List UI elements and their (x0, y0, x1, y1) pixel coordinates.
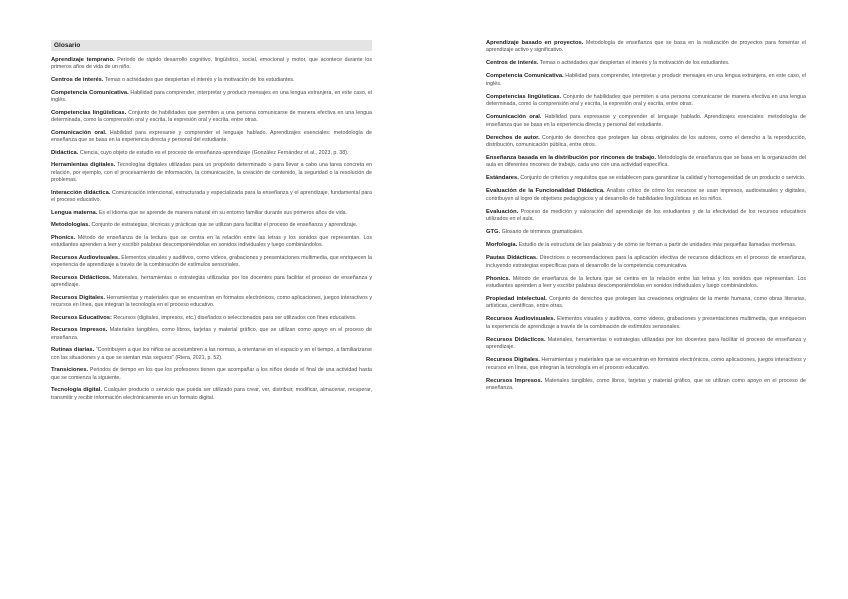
glossary-definition: Conjunto de habilidades que permiten a una persona comunicarse de manera efectiva en una lengua determinada, como la comprensión oral y escrita, la expresión oral y escrita, entre otras. (486, 93, 806, 108)
glossary-term: Recursos Didácticos. (486, 336, 546, 343)
glossary-entry (486, 155, 806, 170)
glossary-definition: Materiales tangibles, como libros, tarjetas y material gráfico, que se utilizan como apoyo en el proceso de enseñanza. (51, 327, 372, 341)
glossary-term: Derechos de autor. (486, 134, 540, 141)
glossary-entry (51, 110, 372, 125)
glossary-entry (51, 367, 372, 382)
glossary-definition: Glosario de términos gramaticales. (500, 229, 584, 236)
glossary-term: Competencias lingüísticas. (486, 93, 562, 100)
glossary-term: Didáctica. (51, 149, 79, 156)
glossary-entry (51, 295, 372, 310)
glossary-term: Recursos Audiovisuales. (51, 254, 120, 261)
glossary-term: Phonics. (486, 275, 511, 282)
glossary-term: Transiciones. (51, 367, 89, 374)
glossary-term: Competencias lingüísticas. (51, 109, 127, 116)
glossary-definition: Metodología de enseñanza que se basa en la organización del aula en diferentes rincones de trabajo, cada uno con una actividad específica. (486, 155, 806, 169)
glossary-term: Tecnología digital. (51, 387, 102, 394)
glossary-definition: Directrices o recomendaciones para la aplicación efectiva de recursos didácticos en el proceso de enseñanza, incluyendo estrategias específicas para el desarrollo de la competencia comunicativa. (486, 255, 806, 269)
glossary-entry (51, 255, 372, 270)
glossary-definition: Conjunto de estrategias, técnicas y prácticas que se utilizan para facilitar el proceso de enseñanza y aprendizaje. (89, 222, 358, 229)
glossary-entry (486, 40, 806, 55)
glossary-entry (486, 114, 806, 129)
glossary-entry (486, 209, 806, 224)
glossary-entry (51, 327, 372, 342)
glossary-entry (51, 77, 372, 84)
glossary-entry (51, 275, 372, 290)
glossary-right-list (486, 40, 806, 393)
glossary-definition: Proceso de medición y valoración del aprendizaje de los estudiantes y de la efectividad de los recursos educativos utilizados en el aula. (486, 208, 806, 223)
glossary-entry (486, 255, 806, 270)
glossary-definition: Estudio de la estructura de las palabras y de cómo se forman a partir de unidades más pequeñas llamadas morfemas. (517, 242, 797, 249)
glossary-definition: Conjunto de criterios y requisitos que se establecen para garantizar la calidad y homogeneidad de un producto o servicio. (518, 175, 806, 182)
glossary-definition: Método de enseñanza de la lectura que se centra en la relación entre las letras y los sonidos que representan. Los estudiantes aprenden a leer y escribir palabras descomponiéndolas en sonidos individuales y luego combinándolos. (51, 234, 372, 249)
glossary-term: Pautas Didácticas. (486, 255, 538, 262)
glossary-entry (486, 60, 806, 67)
glossary-term: Herramientas digitales. (51, 162, 116, 169)
glossary-term: Aprendizaje temprano. (51, 57, 115, 63)
glossary-right-column (486, 40, 806, 398)
glossary-term: Morfología. (486, 242, 518, 249)
glossary-entry (51, 130, 372, 145)
glossary-entry (51, 162, 372, 184)
glossary-term: Phonics. (51, 234, 76, 241)
glossary-entry (486, 94, 806, 109)
glossary-entry (51, 387, 372, 402)
glossary-definition: Temas o actividades que despiertan el interés y la motivación de los estudiantes. (538, 60, 730, 67)
glossary-definition: "Contribuyen a que los niños se acostumbren a las normas, a orientarse en el espacio y en el tiempo, a familiarizarse con las situaciones y a que se sientan más seguros" (Riera, 2021, p. 52). (51, 347, 372, 361)
glossary-definition: Materiales, herramientas o estrategias utilizadas por los docentes para facilitar el proceso de enseñanza y aprendizaje. (51, 274, 372, 289)
glossary-term: Propiedad intelectual. (486, 296, 547, 303)
glossary-term: Enseñanza basada en la distribución por rincones de trabajo. (486, 155, 657, 162)
glossary-term: Recursos Digitales. (486, 357, 540, 364)
glossary-entry (486, 337, 806, 352)
glossary-term: Aprendizaje basado en proyectos. (486, 40, 584, 46)
glossary-definition: Análisis crítico de cómo los recursos se usan impresos, audiovisuales y digitales, contribuyen al logro de objetivos pedagógicos y al desarrollo de habilidades lingüísticas en los niños. (486, 188, 806, 202)
glossary-definition: Elementos visuales y auditivos, como videos, grabaciones y presentaciones multimedia, que enriquecen la experiencia de aprendizaje a través de la combinación de estímulos sensoriales. (486, 316, 806, 330)
glossary-entry (486, 175, 806, 182)
glossary-definition: Herramientas y materiales que se encuentran en formatos electrónicos, como aplicaciones, juegos interactivos y recursos en línea, que integran la tecnología en el proceso educativo. (486, 357, 806, 371)
glossary-definition: Elementos visuales y auditivos, como videos, grabaciones y presentaciones multimedia, que enriquecen la experiencia de aprendizaje a través de la combinación de estímulos sensoriales. (51, 254, 372, 269)
glossary-entry (486, 316, 806, 331)
glossary-definition: Herramientas y materiales que se encuentran en formatos electrónicos, como aplicaciones, juegos interactivos y recursos en línea, que integran la tecnología en el proceso educativo. (51, 294, 372, 309)
glossary-entry (486, 296, 806, 311)
glossary-definition: Método de enseñanza de la lectura que se centra en la relación entre las letras y los sonidos que representan. Los estudiantes aprenden a leer y escribir palabras descomponiéndolas en sonidos individuales y luego combinándolos. (486, 275, 806, 290)
glossary-term: Recursos Impresos. (51, 327, 108, 334)
glossary-left-column (51, 40, 372, 407)
glossary-entry (486, 357, 806, 372)
glossary-definition: Habilidad para expresarse y comprender el lenguaje hablado. Aprendizajes esenciales: metodología de enseñanza que se basa en la experiencia directa y personal del estudiante. (486, 114, 806, 128)
glossary-entry (486, 276, 806, 291)
glossary-term: Competencia Comunicativa. (51, 89, 129, 96)
glossary-entry (486, 73, 806, 88)
glossary-entry (486, 229, 806, 236)
glossary-definition: Recursos (digitales, impresos, etc.) diseñados o seleccionados para ser utilizados con fines educativos. (111, 314, 357, 321)
glossary-term: Rutinas diarias. (51, 347, 95, 354)
glossary-entry (51, 90, 372, 105)
glossary-entry (51, 210, 372, 217)
glossary-definition: Periodo de rápido desarrollo cognitivo, lingüístico, social, emocional y motor, que acontece durante los primeros años de vida de un niño. (51, 57, 372, 71)
glossary-term: Competencia Comunicativa. (486, 73, 564, 80)
glossary-term: Estándares. (486, 175, 519, 182)
glossary-definition: Habilidad para comprender, interpretar y producir mensajes en una lengua extranjera, en este caso, el inglés. (486, 73, 806, 87)
glossary-term: Evaluación de la Funcionalidad Didáctica. (486, 188, 605, 195)
glossary-entry (51, 235, 372, 250)
glossary-entry (51, 150, 372, 157)
glossary-definition: Materiales, herramientas o estrategias utilizadas por los docentes para facilitar el proceso de enseñanza y aprendizaje. (486, 336, 806, 351)
glossary-definition: Metodología de enseñanza que se basa en la realización de proyectos para fomentar el aprendizaje activo y significativo. (486, 40, 806, 54)
glossary-definition: Conjunto de derechos que protegen las creaciones originales de la mente humana, como obras literarias, artísticas, científicas, entre otras. (486, 296, 806, 310)
glossary-definition: Cualquier producto o servicio que pueda ser utilizado para crear, ver, distribuir, modificar, almacenar, recuperar, transmitir y recibir información electrónicamente en un formato digital. (51, 387, 372, 401)
glossary-entry (486, 242, 806, 249)
glossary-entry (486, 188, 806, 203)
glossary-definition: Conjunto de derechos que protegen las obras originales de los autores, como el derecho a la reproducción, distribución, comunicación pública, entre otros. (486, 134, 806, 149)
glossary-term: Metodologías. (51, 222, 90, 229)
glossary-definition: Habilidad para comprender, interpretar y producir mensajes en una lengua extranjera, en este caso, el inglés. (51, 89, 372, 103)
glossary-definition: Periodos de tiempo en los que los profesores tienen que acompañar a los niños desde el final de una actividad hasta que se comienza la siguiente. (51, 367, 372, 381)
glossary-entry (51, 315, 372, 322)
glossary-term: Recursos Educativos: (51, 314, 112, 321)
glossary-definition: Temas o actividades que despiertan el interés y la motivación de los estudiantes. (103, 77, 295, 83)
glossary-term: Recursos Didácticos. (51, 274, 111, 281)
glossary-term: Recursos Digitales. (51, 294, 105, 301)
glossary-entry (486, 135, 806, 150)
glossary-definition: Materiales tangibles, como libros, tarjetas y material gráfico, que se utilizan como apoyo en el proceso de enseñanza. (486, 377, 806, 392)
glossary-left-list (51, 57, 372, 402)
glossary-entry (51, 347, 372, 362)
glossary-term: Interacción didáctica. (51, 189, 111, 196)
glossary-entry (486, 378, 806, 393)
glossary-definition: Ciencia, cuyo objeto de estudio es el proceso de enseñanza-aprendizaje (González Fernández et al., 2023, p. 38). (78, 149, 349, 156)
glossary-entry (51, 190, 372, 205)
glossary-term: GTG. (486, 229, 501, 236)
glossary-term: Evaluación. (486, 208, 519, 215)
glossary-heading: Glosario (51, 40, 372, 51)
glossary-term: Recursos Impresos. (486, 377, 543, 384)
glossary-term: Centros de interés. (486, 60, 539, 67)
glossary-definition: Tecnologías digitales utilizadas para un propósito determinado o para llevar a cabo una tarea concreta en relación, por ejemplo, con el procesamiento de información, la comunicación, la creación de contenido, la seguridad o la resolución de problemas. (51, 162, 372, 183)
glossary-term: Comunicación oral. (51, 129, 107, 136)
glossary-entry (51, 57, 372, 72)
glossary-definition: Habilidad para expresarse y comprender el lenguaje hablado. Aprendizajes esenciales: metodología de enseñanza que se basa en la experiencia directa y personal del estudiante. (51, 129, 372, 143)
glossary-definition: Comunicación intencional, estructurada y especializada para la enseñanza y el aprendizaje, fundamental para el proceso educativo. (51, 189, 372, 203)
glossary-term: Lengua materna. (51, 209, 98, 216)
glossary-definition: Conjunto de habilidades que permiten a una persona comunicarse de manera efectiva en una lengua determinada, como la comprensión oral y escrita, la expresión oral y escrita, entre otras. (51, 109, 372, 123)
glossary-term: Recursos Audiovisuales. (486, 316, 556, 323)
glossary-term: Comunicación oral. (486, 114, 542, 121)
glossary-definition: Es el idioma que se aprende de manera natural en su entorno familiar durante sus primeros años de vida. (97, 209, 348, 216)
glossary-term: Centros de interés. (51, 77, 104, 83)
glossary-entry (51, 222, 372, 229)
